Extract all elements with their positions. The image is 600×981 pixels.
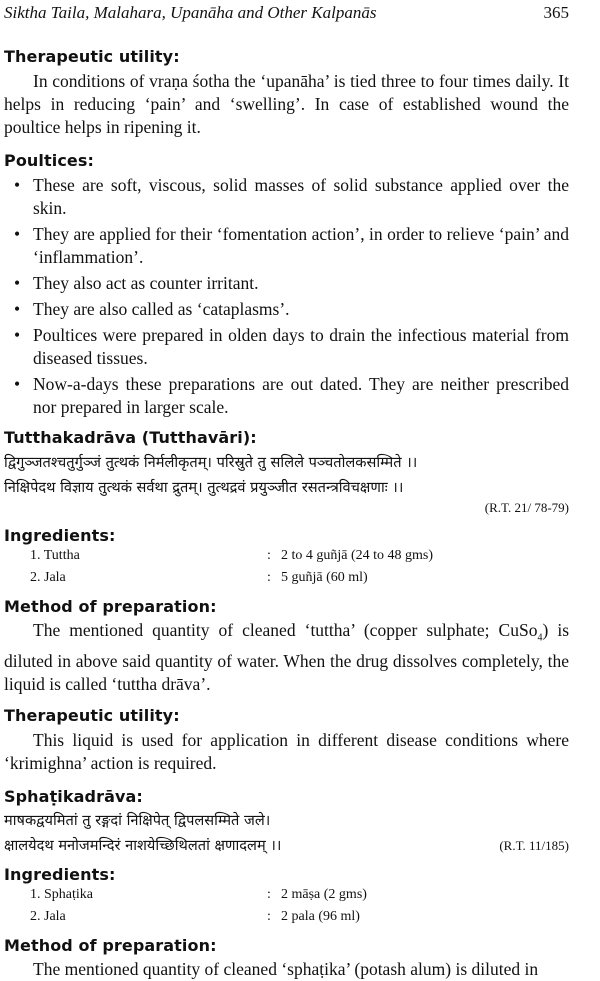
therapeutic-utility-text: In conditions of vraṇa śotha the ‘upanāha’ is tied three to four times daily. It helps in reducing ‘pain’ and ‘swelling’. In case of established wound the poultice helps in ripening it. [4, 71, 569, 137]
therapeutic-utility-text: This liquid is used for application in different disease conditions where ‘krimighna’ action is required. [4, 729, 569, 773]
ingredients-table [4, 545, 569, 589]
sanskrit-verse: माषकद्वयमितां तु रङ्गदां निक्षिपेत् द्विपलसम्मिते जले। [4, 811, 271, 829]
ingredient-quantity: 5 guñjā (60 ml) [281, 570, 368, 585]
ingredient-name: 1. Tuttha [30, 548, 80, 563]
method-heading: Method of preparation: [4, 597, 217, 616]
bullet-icon: • [14, 224, 21, 244]
running-head: Siktha Taila, Malahara, Upanāha and Other Kalpanās [4, 3, 377, 22]
sanskrit-verse: द्विगुञ्जतश्चतुर्गुञ्जं तुत्थकं निर्मलीकृतम्। परिस्रुते तु सलिले पञ्चतोलकसम्मिते ।। [4, 454, 418, 471]
sanskrit-verse: निक्षिपेदथ विज्ञाय तुत्थकं सर्वथा द्रुतम्। तुत्थद्रवं प्रयुञ्जीत रसतन्त्रविचक्षणाः ।। [4, 479, 404, 496]
verse-reference: (R.T. 11/185) [499, 837, 569, 853]
bullet-icon: • [14, 325, 21, 345]
ingredient-row: 2. Jala : 2 pala (96 ml) [4, 906, 569, 928]
ingredient-quantity: 2 pala (96 ml) [281, 908, 360, 924]
list-item: • These are soft, viscous, solid masses of solid substance applied over the skin. [14, 175, 569, 218]
ingredient-row: 1. Tuttha : 2 to 4 guñjā (24 to 48 gms) [4, 545, 569, 567]
method-text: The mentioned quantity of cleaned ‘sphaṭika’ (potash alum) is diluted in [33, 958, 539, 979]
sphatika-heading: Sphaṭikadrāva: [4, 786, 143, 806]
list-item: • Poultices were prepared in olden days to drain the infectious material from diseased tissues. [14, 325, 569, 368]
list-item: • They are also called as ‘cataplasms’. [14, 299, 290, 319]
page-number: 365 [543, 3, 569, 22]
ingredient-quantity: 2 māṣa (2 gms) [281, 886, 367, 902]
ingredients-heading: Ingredients: [4, 864, 116, 884]
bullet-icon: • [14, 374, 21, 394]
verse-line-with-reference [4, 833, 569, 858]
ingredient-row: 1. Sphaṭika : 2 māṣa (2 gms) [4, 884, 569, 906]
page-header [4, 0, 569, 30]
verse-reference: (R.T. 21/ 78-79) [484, 500, 569, 515]
ingredients-heading: Ingredients: [4, 526, 116, 545]
method-text: The mentioned quantity of cleaned ‘tuttha’ (copper sulphate; CuSo$_4$) is diluted in above said quantity of water. When the drug dissolves completely, the liquid is called ‘tuttha drāva’. [4, 620, 570, 694]
sanskrit-verse: क्षालयेदथ मनोजमन्दिरं नाशयेच्छिथिलतां क्षणादलम् ।। [4, 836, 282, 854]
bullet-icon: • [14, 299, 21, 319]
bullet-icon: • [14, 175, 21, 195]
list-item: • They are applied for their ‘fomentation action’, in order to relieve ‘pain’ and ‘inflammation’. [14, 224, 569, 267]
ingredient-quantity: 2 to 4 guñjā (24 to 48 gms) [281, 548, 434, 563]
ingredient-row: 2. Jala : 5 guñjā (60 ml) [4, 567, 569, 589]
method-heading: Method of preparation: [4, 935, 217, 955]
list-item: • They also act as counter irritant. [14, 273, 259, 293]
therapeutic-utility-heading: Therapeutic utility: [4, 705, 180, 725]
ingredient-name: 2. Jala [30, 908, 66, 924]
ingredient-name: 1. Sphaṭika [30, 886, 93, 902]
list-item: • Now-a-days these preparations are out dated. They are neither prescribed nor prepared in larger scale. [14, 374, 569, 417]
tutthaka-heading: Tutthakadrāva (Tutthavāri): [4, 428, 257, 447]
ingredient-name: 2. Jala [30, 570, 66, 585]
bullet-icon: • [14, 273, 21, 293]
poultices-heading: Poultices: [4, 151, 94, 170]
poultices-list [4, 174, 569, 419]
ingredients-table [4, 884, 569, 928]
therapeutic-utility-heading: Therapeutic utility: [4, 47, 180, 66]
